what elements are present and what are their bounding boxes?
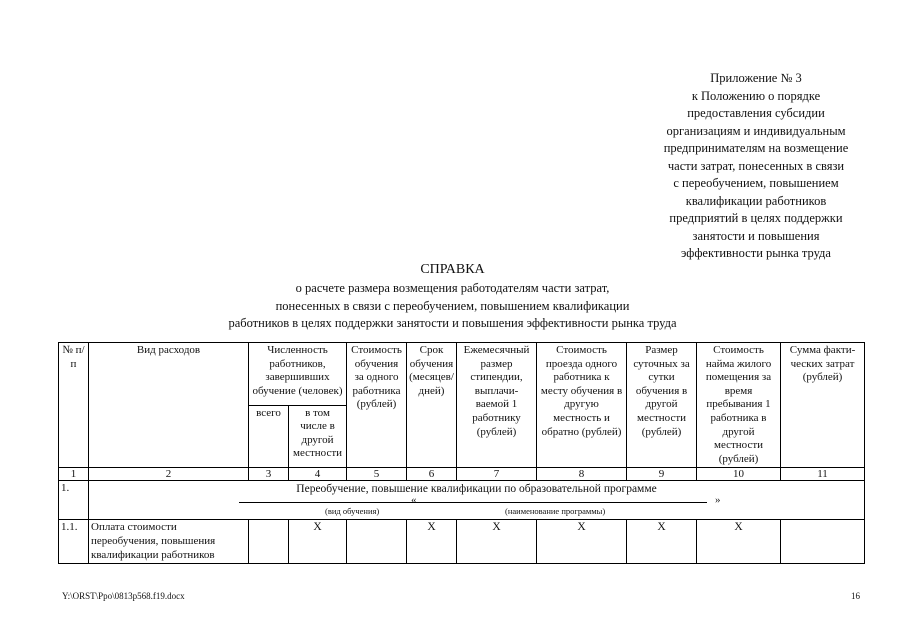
header-stipend: Ежемесячный размер стипендии, выплачи-ваемой 1 работнику (рублей) <box>457 343 537 468</box>
column-number: 4 <box>289 468 347 481</box>
subtitle-line: понесенных в связи с переобучением, повышением квалификации <box>275 298 630 313</box>
cell-actual-total <box>781 520 865 564</box>
appendix-line: предоставления субсидии <box>687 106 825 120</box>
expense-table <box>58 342 865 564</box>
footer-file-path: Y:\ORST\Ppo\0813p568.f19.docx <box>62 591 185 601</box>
section-cell <box>89 481 865 520</box>
subtitle-line: работников в целях поддержки занятости и повышения эффективности рынка труда <box>228 316 677 330</box>
column-number: 6 <box>407 468 457 481</box>
quote-open: « <box>411 494 417 507</box>
section-title: Переобучение, повышение квалификации по образовательной программе <box>296 483 657 496</box>
row-label: Оплата стоимости переобучения, повышения квалификации работников <box>89 520 249 564</box>
section-block <box>93 482 860 518</box>
cell-total <box>249 520 289 564</box>
appendix-note <box>640 70 872 263</box>
header-expense-type: Вид расходов <box>89 343 249 468</box>
header-row <box>59 343 865 406</box>
appendix-line: предприятий в целях поддержки <box>669 211 843 225</box>
section-row <box>59 481 865 520</box>
subtitle-line: о расчете размера возмещения работодателям части затрат, <box>295 281 610 295</box>
quote-close: » <box>715 494 721 507</box>
header-duration: Срок обучения (месяцев/ дней) <box>407 343 457 468</box>
cell-other-locality: Х <box>289 520 347 564</box>
cell-training-cost <box>347 520 407 564</box>
cell-stipend: Х <box>457 520 537 564</box>
column-number: 2 <box>89 468 249 481</box>
header-actual-total: Сумма факти-ческих затрат (рублей) <box>781 343 865 468</box>
page-number: 16 <box>851 591 860 601</box>
caption-training-type: (вид обучения) <box>325 506 380 517</box>
document-title: СПРАВКА <box>420 262 485 277</box>
appendix-line: занятости и повышения <box>692 228 820 243</box>
header-per-diem: Размер суточных за сутки обучения в другой местности (рублей) <box>627 343 697 468</box>
header-num: № п/п <box>59 343 89 468</box>
cell-duration: Х <box>407 520 457 564</box>
cell-per-diem: Х <box>627 520 697 564</box>
column-number: 5 <box>347 468 407 481</box>
appendix-line: Приложение № 3 <box>710 71 802 85</box>
column-number: 1 <box>59 468 89 481</box>
document-subtitle <box>0 280 905 333</box>
cell-housing-cost: Х <box>697 520 781 564</box>
section-number: 1. <box>59 481 89 520</box>
appendix-line: предпринимателям на возмещение <box>663 141 849 155</box>
column-number: 11 <box>781 468 865 481</box>
header-other-locality: в том числе в другой местности <box>289 405 347 468</box>
appendix-line: части затрат, понесенных в связи <box>667 158 845 173</box>
appendix-line: эффективности рынка труда <box>681 246 831 260</box>
appendix-line: с переобучением, повышением <box>673 176 839 190</box>
column-number-row <box>59 468 865 481</box>
caption-program-name: (наименование программы) <box>505 506 606 517</box>
header-headcount: Численность работников, завершивших обучение (человек) <box>249 343 347 406</box>
column-number: 7 <box>457 468 537 481</box>
header-travel-cost: Стоимость проезда одного работника к месту обучения в другую местность и обратно (рублей) <box>537 343 627 468</box>
row-number: 1.1. <box>59 520 89 564</box>
header-housing-cost: Стоимость найма жилого помещения за время пребывания 1 работника в другой местности (рублей) <box>697 343 781 468</box>
header-training-cost: Стоимость обучения за одного работника (рублей) <box>347 343 407 468</box>
column-number: 10 <box>697 468 781 481</box>
appendix-line: организациям и индивидуальным <box>666 123 846 138</box>
column-number: 8 <box>537 468 627 481</box>
appendix-line: к Положению о порядке <box>691 88 821 103</box>
program-fill-line <box>239 502 707 503</box>
table-row <box>59 520 865 564</box>
column-number: 3 <box>249 468 289 481</box>
cell-travel-cost: Х <box>537 520 627 564</box>
header-total: всего <box>249 405 289 468</box>
appendix-line: квалификации работников <box>685 193 827 208</box>
column-number: 9 <box>627 468 697 481</box>
